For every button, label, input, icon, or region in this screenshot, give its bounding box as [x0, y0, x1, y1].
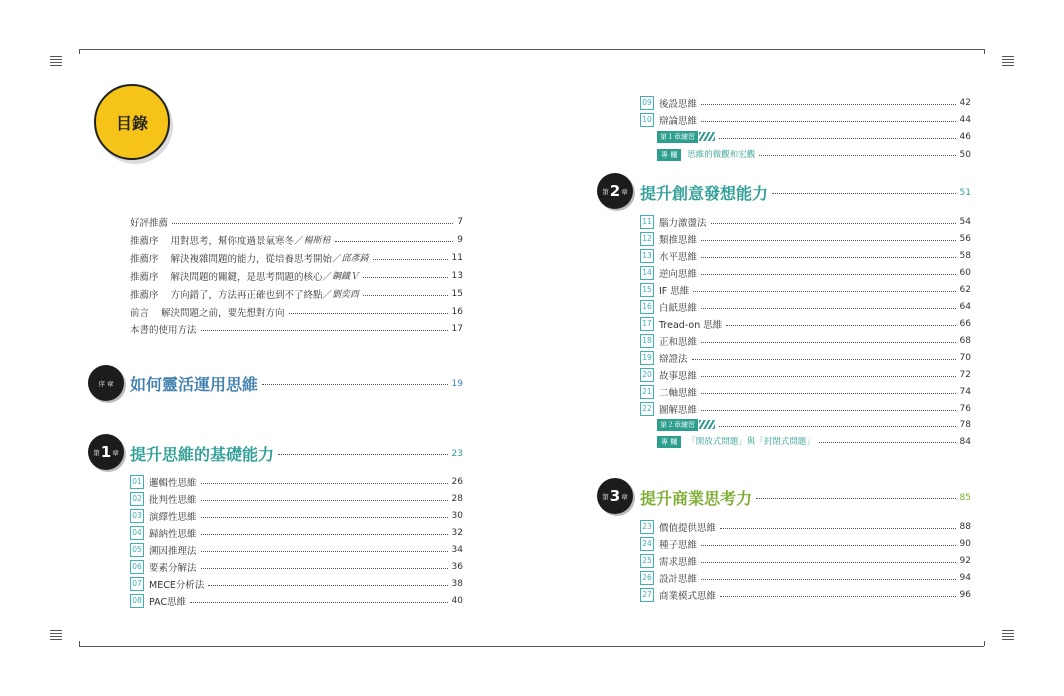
page-number: 46 — [959, 132, 971, 142]
page-number: 96 — [959, 590, 971, 600]
page-number: 32 — [451, 528, 463, 538]
item-number: 27 — [640, 588, 654, 602]
page-number: 92 — [959, 556, 971, 566]
item-title: 批判性思維 — [149, 495, 197, 506]
item-number: 20 — [640, 368, 654, 382]
toc-item[interactable] — [130, 509, 463, 523]
toc-item[interactable] — [640, 351, 971, 365]
page-number: 9 — [457, 235, 463, 245]
item-title: Tread-on 思維 — [659, 320, 723, 331]
page-number: 72 — [959, 370, 971, 380]
item-title: 腦力激盪法 — [659, 218, 707, 229]
item-title: 辯論思維 — [659, 116, 698, 127]
item-title: 圖解思維 — [659, 405, 698, 416]
page-number: 23 — [451, 448, 463, 459]
toc-item[interactable] — [640, 402, 971, 416]
item-number: 02 — [130, 492, 144, 506]
page-number: 54 — [959, 217, 971, 227]
page-number: 13 — [451, 271, 463, 281]
stripes-icon — [699, 420, 715, 429]
front-matter-item[interactable]: 推薦序 解決複雜問題的能力，從培養思考開始／ 邱彥錡 11 — [130, 253, 463, 265]
chapter-2-heading[interactable]: 提升創意發想能力 51 — [640, 184, 971, 203]
top-right-tick — [984, 49, 985, 54]
item-number: 26 — [640, 571, 654, 585]
item-title: 需求思維 — [659, 557, 698, 568]
item-number: 19 — [640, 351, 654, 365]
page-number: 19 — [451, 378, 463, 389]
crop-mark-icon — [50, 56, 62, 68]
page-number: 62 — [959, 285, 971, 295]
page-number: 76 — [959, 404, 971, 414]
item-number: 18 — [640, 334, 654, 348]
item-number: 05 — [130, 543, 144, 557]
toc-item[interactable] — [640, 385, 971, 399]
item-title: 邏輯性思維 — [149, 478, 197, 489]
item-number: 17 — [640, 317, 654, 331]
item-number: 11 — [640, 215, 654, 229]
item-number: 12 — [640, 232, 654, 246]
page-number: 34 — [451, 545, 463, 555]
prologue-heading[interactable]: 如何靈活運用思維 19 — [130, 375, 463, 394]
toc-item[interactable] — [640, 232, 971, 246]
item-title: 正和思維 — [659, 337, 698, 348]
chapter-2-badge: 第 2 章 — [597, 173, 633, 209]
toc-item[interactable] — [640, 283, 971, 297]
toc-item[interactable] — [130, 577, 463, 591]
page-number: 16 — [451, 307, 463, 317]
prologue-badge: 序 章 — [88, 365, 124, 401]
toc-item[interactable] — [130, 492, 463, 506]
toc-item[interactable] — [130, 543, 463, 557]
chapter-3-badge: 第 3 章 — [597, 478, 633, 514]
front-matter-item[interactable]: 前言 解決問題之前，要先想對方向 16 — [130, 307, 463, 319]
page-number: 51 — [959, 187, 971, 198]
chapter-1-exercise[interactable]: 第１章練習 46 — [657, 131, 971, 143]
crop-mark-icon — [1002, 630, 1014, 642]
item-number: 14 — [640, 266, 654, 280]
toc-item[interactable] — [130, 560, 463, 574]
chapter-1-special-column[interactable]: 專 欄 思維的微觀和宏觀 50 — [657, 148, 971, 161]
front-label: 好評推薦 — [130, 218, 169, 229]
page-number: 50 — [959, 149, 971, 160]
page-number: 74 — [959, 387, 971, 397]
page-number: 64 — [959, 302, 971, 312]
item-number: 22 — [640, 402, 654, 416]
chapter-1-badge: 第 1 章 — [88, 434, 124, 470]
toc-item[interactable] — [640, 368, 971, 382]
toc-item[interactable] — [640, 554, 971, 568]
item-number: 03 — [130, 509, 144, 523]
page-number: 28 — [451, 494, 463, 504]
item-title: MECE分析法 — [149, 580, 205, 591]
page-number: 56 — [959, 234, 971, 244]
page-number: 7 — [457, 217, 463, 227]
toc-item[interactable] — [640, 520, 971, 534]
toc-item[interactable] — [640, 113, 971, 127]
page-number: 58 — [959, 251, 971, 261]
toc-item[interactable] — [640, 96, 971, 110]
page-number: 11 — [451, 253, 463, 263]
item-title: 價值提供思維 — [659, 523, 717, 534]
item-title: 辯證法 — [659, 354, 688, 365]
item-title: 商業模式思維 — [659, 591, 717, 602]
page-number: 36 — [451, 562, 463, 572]
toc-item[interactable] — [640, 537, 971, 551]
page-number: 38 — [451, 579, 463, 589]
item-number: 01 — [130, 475, 144, 489]
item-title: PAC思維 — [149, 597, 187, 608]
page-number: 17 — [451, 324, 463, 334]
item-title: 設計思維 — [659, 574, 698, 585]
front-matter-item[interactable] — [130, 215, 463, 229]
toc-item[interactable] — [640, 249, 971, 263]
page-number: 70 — [959, 353, 971, 363]
item-title: 要素分解法 — [149, 563, 197, 574]
item-title: 白紙思維 — [659, 303, 698, 314]
toc-item[interactable] — [640, 215, 971, 229]
item-title: IF 思維 — [659, 286, 690, 297]
item-number: 13 — [640, 249, 654, 263]
page-number: 84 — [959, 436, 971, 447]
page-number: 66 — [959, 319, 971, 329]
chapter-1-heading[interactable]: 提升思維的基礎能力 23 — [130, 445, 463, 464]
item-title: 二軸思維 — [659, 388, 698, 399]
top-left-tick — [79, 49, 80, 54]
page-number: 94 — [959, 573, 971, 583]
item-number: 21 — [640, 385, 654, 399]
item-title: 種子思維 — [659, 540, 698, 551]
item-number: 09 — [640, 96, 654, 110]
page-number: 30 — [451, 511, 463, 521]
page-number: 42 — [959, 98, 971, 108]
item-number: 10 — [640, 113, 654, 127]
item-title: 故事思維 — [659, 371, 698, 382]
toc-item[interactable] — [640, 334, 971, 348]
top-rule — [79, 49, 984, 50]
front-matter-item[interactable]: 推薦序 方向錯了，方法再正確也到不了終點／ 劉奕酉 15 — [130, 289, 463, 301]
item-title: 逆向思維 — [659, 269, 698, 280]
page-number: 90 — [959, 539, 971, 549]
toc-item[interactable] — [640, 317, 971, 331]
chapter-2-special-column[interactable]: 專 欄 「開放式問題」與「封閉式問題」 84 — [657, 435, 971, 448]
toc-item[interactable] — [640, 571, 971, 585]
crop-mark-icon — [1002, 56, 1014, 68]
toc-item[interactable] — [130, 475, 463, 489]
item-number: 15 — [640, 283, 654, 297]
toc-item[interactable] — [640, 266, 971, 280]
item-number: 04 — [130, 526, 144, 540]
front-matter-item[interactable]: 推薦序 解決問題的關鍵，是思考問題的核心／ 鋼鐵Ｖ 13 — [130, 271, 463, 283]
page-number: 60 — [959, 268, 971, 278]
item-number: 08 — [130, 594, 144, 608]
toc-item[interactable] — [130, 594, 463, 608]
item-number: 23 — [640, 520, 654, 534]
chapter-3-heading[interactable]: 提升商業思考力 85 — [640, 489, 971, 508]
page-number: 26 — [451, 477, 463, 487]
page-number: 44 — [959, 115, 971, 125]
item-title: 水平思維 — [659, 252, 698, 263]
crop-mark-icon — [50, 630, 62, 642]
toc-item[interactable] — [130, 526, 463, 540]
item-title: 後設思維 — [659, 99, 698, 110]
item-title: 演繹性思維 — [149, 512, 197, 523]
page-number: 88 — [959, 522, 971, 532]
item-number: 06 — [130, 560, 144, 574]
page-number: 15 — [451, 289, 463, 299]
toc-item[interactable] — [640, 588, 971, 602]
toc-item[interactable] — [640, 300, 971, 314]
page-number: 78 — [959, 420, 971, 430]
page-number: 68 — [959, 336, 971, 346]
item-number: 24 — [640, 537, 654, 551]
item-number: 07 — [130, 577, 144, 591]
item-number: 25 — [640, 554, 654, 568]
item-number: 16 — [640, 300, 654, 314]
bottom-rule — [79, 646, 984, 647]
chapter-2-exercise[interactable]: 第２章練習 78 — [657, 419, 971, 431]
bottom-left-tick — [79, 641, 80, 646]
item-title: 類推思維 — [659, 235, 698, 246]
bottom-right-tick — [984, 641, 985, 646]
page-number: 85 — [959, 492, 971, 503]
item-title: 歸納性思維 — [149, 529, 197, 540]
page-number: 40 — [451, 596, 463, 606]
front-matter-item[interactable]: 本書的使用方法 17 — [130, 324, 463, 336]
stripes-icon — [699, 132, 715, 141]
front-matter-item[interactable]: 推薦序 用對思考，幫你度過景氣寒冬／ 楊斯棓 9 — [130, 235, 463, 247]
toc-title: 目錄 — [94, 84, 170, 160]
item-title: 溯因推理法 — [149, 546, 197, 557]
